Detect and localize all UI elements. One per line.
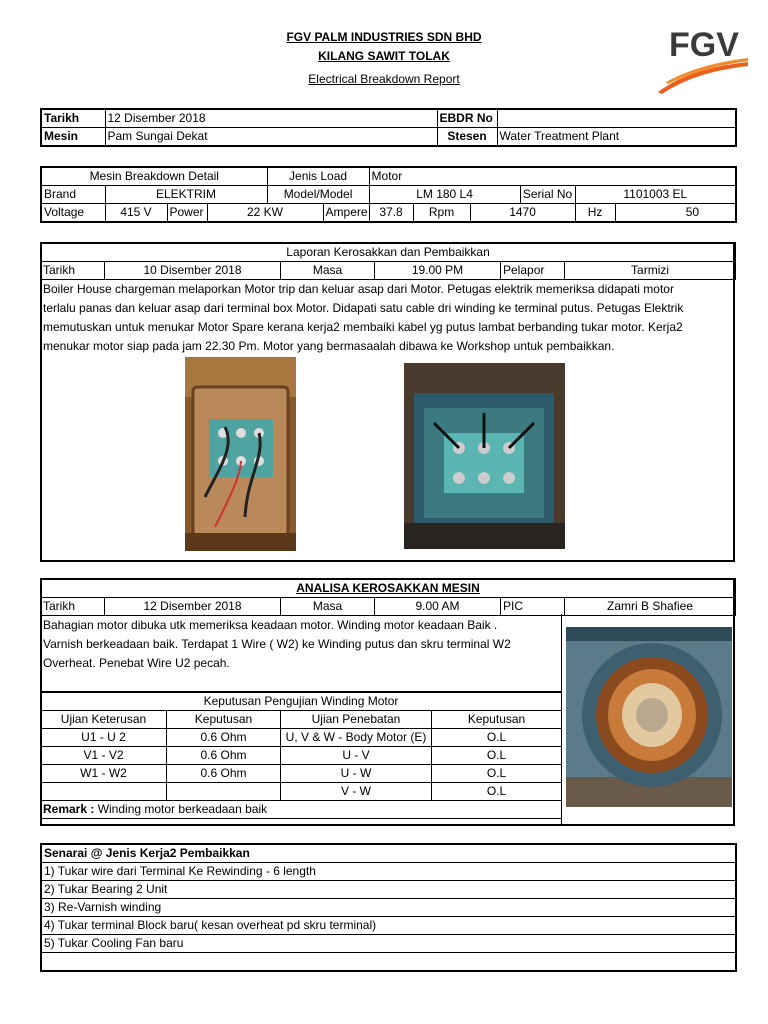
company-name: FGV PALM INDUSTRIES SDN BHD bbox=[286, 30, 482, 44]
power-value: 22 KW bbox=[207, 204, 323, 223]
ebdr-value bbox=[497, 109, 736, 128]
table-row bbox=[41, 765, 562, 783]
info-table bbox=[40, 108, 737, 147]
svg-text:FGV: FGV bbox=[669, 26, 739, 64]
remark-row bbox=[41, 801, 562, 819]
analisa-masa-value: 9.00 AM bbox=[375, 598, 501, 616]
brand-label: Brand bbox=[41, 186, 105, 204]
laporan-line: Boiler House chargeman melaporkan Motor trip dan keluar asap dari Motor. Petugas elektrik memeriksa didapati motor bbox=[43, 282, 674, 296]
serial-value: 1101003 EL bbox=[575, 186, 736, 204]
senarai-table bbox=[40, 843, 737, 972]
laporan-masa-label: Masa bbox=[281, 262, 375, 280]
col-header-ujian-keterusan: Ujian Keterusan bbox=[41, 711, 167, 729]
hz-value: 50 bbox=[615, 204, 736, 223]
mesin-value: Pam Sungai Dekat bbox=[105, 128, 437, 147]
machine-table bbox=[40, 166, 737, 223]
laporan-tarikh-label: Tarikh bbox=[41, 262, 105, 280]
voltage-value: 415 V bbox=[105, 204, 167, 223]
table-row bbox=[41, 729, 562, 747]
brand-value: ELEKTRIM bbox=[105, 186, 267, 204]
fgv-logo bbox=[652, 24, 752, 96]
analisa-line: Overheat. Penebat Wire U2 pecah. bbox=[43, 656, 230, 670]
pic-value: Zamri B Shafiee bbox=[565, 598, 736, 616]
model-label: Model/Model bbox=[267, 186, 369, 204]
analisa-title: ANALISA KEROSAKKAN MESIN bbox=[41, 579, 736, 598]
rpm-label: Rpm bbox=[413, 204, 470, 223]
table-cell bbox=[41, 783, 167, 801]
voltage-label: Voltage bbox=[41, 204, 105, 223]
analisa-line: Bahagian motor dibuka utk memeriksa keadaan motor. Winding motor keadaan Baik . bbox=[43, 618, 498, 632]
list-item: 5) Tukar Cooling Fan baru bbox=[41, 935, 736, 953]
tarikh-value: 12 Disember 2018 bbox=[105, 109, 437, 128]
remark-label: Remark : bbox=[43, 802, 95, 816]
remark-value: Winding motor berkeadaan baik bbox=[94, 802, 268, 816]
laporan-description bbox=[43, 280, 733, 356]
table-cell: 0.6 Ohm bbox=[167, 747, 281, 765]
tarikh-label: Tarikh bbox=[41, 109, 105, 128]
rpm-value: 1470 bbox=[470, 204, 575, 223]
col-header-keputusan-2: Keputusan bbox=[432, 711, 562, 729]
analisa-header-table bbox=[40, 578, 736, 616]
table-cell: U, V & W - Body Motor (E) bbox=[281, 729, 432, 747]
table-cell: U - W bbox=[281, 765, 432, 783]
hz-label: Hz bbox=[575, 204, 615, 223]
stesen-label: Stesen bbox=[437, 128, 497, 147]
table-cell: O.L bbox=[432, 729, 562, 747]
table-cell: V - W bbox=[281, 783, 432, 801]
table-row bbox=[41, 747, 562, 765]
ampere-value: 37.8 bbox=[369, 204, 413, 223]
pelapor-label: Pelapor bbox=[501, 262, 565, 280]
pelapor-value: Tarmizi bbox=[565, 262, 736, 280]
terminal-block-photo bbox=[404, 363, 565, 549]
laporan-tarikh-value: 10 Disember 2018 bbox=[105, 262, 281, 280]
list-item: 3) Re-Varnish winding bbox=[41, 899, 736, 917]
laporan-title: Laporan Kerosakkan dan Pembaikkan bbox=[41, 243, 736, 262]
table-cell: W1 - W2 bbox=[41, 765, 167, 783]
analisa-masa-label: Masa bbox=[281, 598, 375, 616]
col-header-ujian-penebatan: Ujian Penebatan bbox=[281, 711, 432, 729]
list-item bbox=[41, 953, 736, 972]
senarai-title: Senarai @ Jenis Kerja2 Pembaikkan bbox=[41, 844, 736, 863]
jenis-load-label: Jenis Load bbox=[267, 167, 369, 186]
model-value: LM 180 L4 bbox=[369, 186, 520, 204]
report-title: Electrical Breakdown Report bbox=[308, 72, 460, 86]
analisa-line: Varnish berkeadaan baik. Terdapat 1 Wire ( W2) ke Winding putus dan skru terminal W2 bbox=[43, 637, 511, 651]
col-header-keputusan-1: Keputusan bbox=[167, 711, 281, 729]
jenis-load-value: Motor bbox=[369, 167, 736, 186]
power-label: Power bbox=[167, 204, 207, 223]
serial-label: Serial No bbox=[520, 186, 575, 204]
winding-test-table bbox=[40, 691, 562, 819]
table-cell: O.L bbox=[432, 765, 562, 783]
table-cell: 0.6 Ohm bbox=[167, 765, 281, 783]
table-cell: U1 - U 2 bbox=[41, 729, 167, 747]
table-cell bbox=[167, 783, 281, 801]
list-item: 1) Tukar wire dari Terminal Ke Rewinding - 6 length bbox=[41, 863, 736, 881]
machine-detail-label: Mesin Breakdown Detail bbox=[41, 167, 267, 186]
table-cell: O.L bbox=[432, 783, 562, 801]
laporan-line: memutuskan untuk menukar Motor Spare kerana kerja2 membaiki kabel yg putus lambat berbanding tukar motor. Kerja2 bbox=[43, 320, 683, 334]
stesen-value: Water Treatment Plant bbox=[497, 128, 736, 147]
table-cell: O.L bbox=[432, 747, 562, 765]
ampere-label: Ampere bbox=[323, 204, 369, 223]
stator-photo bbox=[566, 627, 732, 807]
table-cell: V1 - V2 bbox=[41, 747, 167, 765]
pic-label: PIC bbox=[501, 598, 565, 616]
test-table-title: Keputusan Pengujian Winding Motor bbox=[41, 692, 562, 711]
terminal-box-photo bbox=[185, 357, 296, 551]
mill-name: KILANG SAWIT TOLAK bbox=[318, 49, 450, 63]
table-cell: 0.6 Ohm bbox=[167, 729, 281, 747]
mesin-label: Mesin bbox=[41, 128, 105, 147]
analisa-tarikh-label: Tarikh bbox=[41, 598, 105, 616]
laporan-header-table bbox=[40, 242, 736, 280]
laporan-line: menukar motor siap pada jam 22.30 Pm. Motor yang bermasaalah dibawa ke Workshop untuk pembaikkan. bbox=[43, 339, 615, 353]
laporan-line: terlalu panas dan keluar asap dari terminal box Motor. Didapati satu cable dri winding ke terminal putus. Petugas Elektrik bbox=[43, 301, 684, 315]
ebdr-label: EBDR No bbox=[437, 109, 497, 128]
analisa-description bbox=[43, 616, 563, 673]
analisa-tarikh-value: 12 Disember 2018 bbox=[105, 598, 281, 616]
table-cell: U - V bbox=[281, 747, 432, 765]
table-row bbox=[41, 783, 562, 801]
list-item: 4) Tukar terminal Block baru( kesan overheat pd skru terminal) bbox=[41, 917, 736, 935]
list-item: 2) Tukar Bearing 2 Unit bbox=[41, 881, 736, 899]
laporan-masa-value: 19.00 PM bbox=[375, 262, 501, 280]
